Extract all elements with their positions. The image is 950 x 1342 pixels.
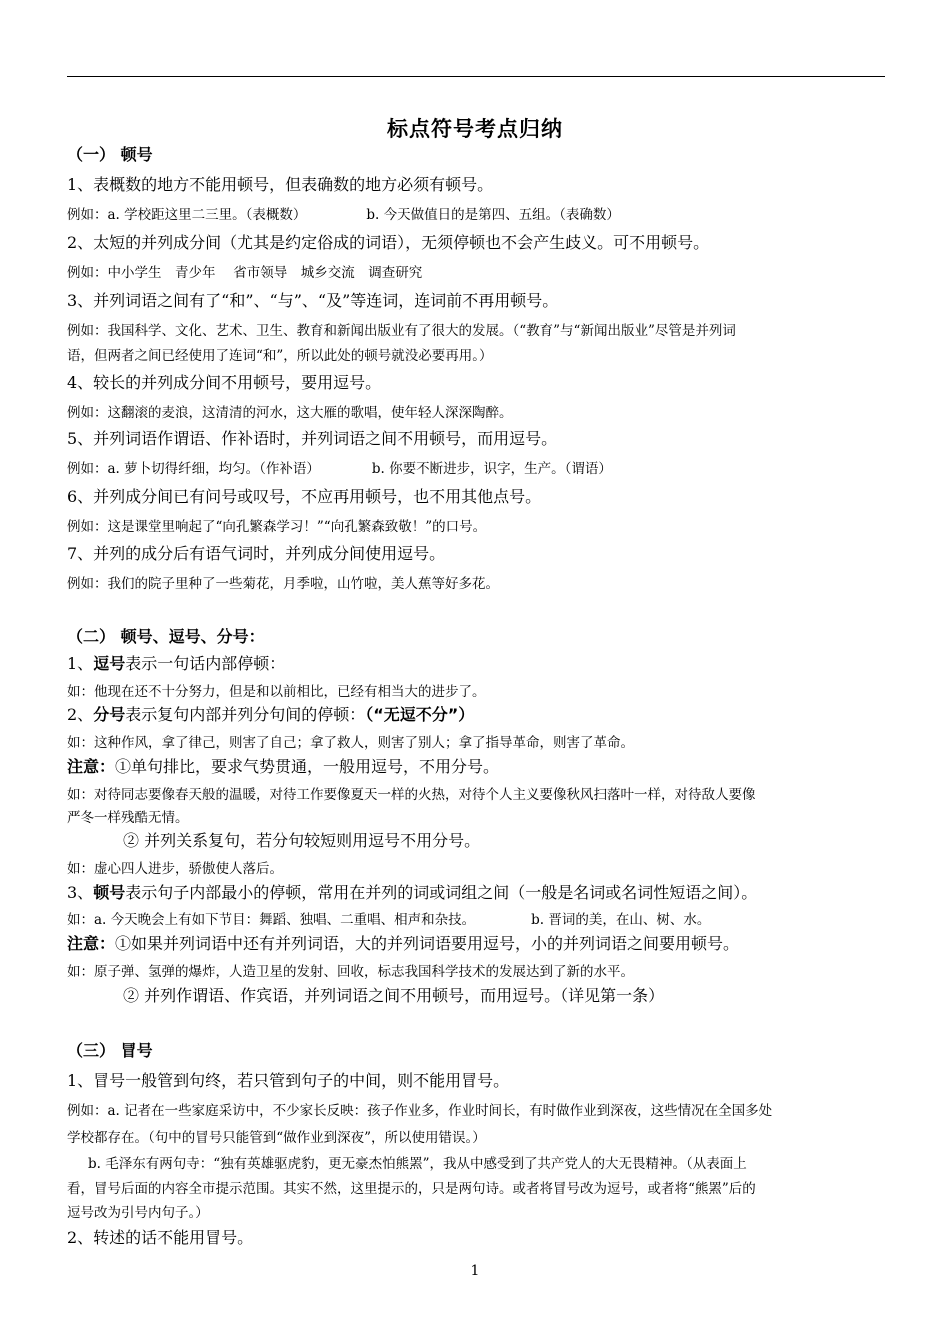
s1-rule-1: 1、表概数的地方不能用顿号，但表确数的地方必须有顿号。 [67, 175, 494, 194]
s2-rule-1 [67, 651, 285, 674]
s2-rule-2-term: 分号 [93, 705, 126, 724]
s3-rule-2: 2、转述的话不能用冒号。 [67, 1228, 254, 1247]
s2-rule-3 [67, 880, 757, 903]
s1-example-5b: b. 你要不断进步，识字，生产。（谓语） [371, 461, 612, 477]
s2-note-2: ② 并列关系复句，若分句较短则用逗号不用分号。 [123, 831, 481, 850]
s1-example-1 [67, 203, 620, 223]
s2-note-3-text: ①如果并列词语中还有并列词语，大的并列词语要用逗号，小的并列词语之间要用顿号。 [115, 934, 740, 953]
s1-example-7: 例如：我们的院子里种了一些菊花，月季啦，山竹啦，美人蕉等好多花。 [67, 576, 499, 592]
s2-rule-3-number: 3、 [67, 883, 94, 902]
s1-rule-4: 4、较长的并列成分间不用顿号，要用逗号。 [67, 373, 382, 392]
s3-example-1b: 学校都存在。（句中的冒号只能管到“做作业到深夜”，所以使用错误。） [67, 1130, 486, 1146]
s2-rule-2-text: 表示复句内部并列分句间的停顿： [125, 705, 366, 724]
s2-example-6: 如：原子弹、氢弹的爆炸，人造卫星的发射、回收，标志我国科学技术的发展达到了新的水平。 [67, 964, 634, 980]
s1-example-1b: b. 今天做值日的是第四、五组。（表确数） [366, 207, 620, 223]
s1-example-1a: 例如：a. 学校距这里二三里。（表概数） [67, 207, 307, 223]
s2-rule-1-text: 表示一句话内部停顿： [125, 654, 286, 673]
s2-example-5a: 如：a. 今天晚会上有如下节目：舞蹈、独唱、二重唱、相声和杂技。 [67, 912, 476, 928]
s1-rule-3: 3、并列词语之间有了“和”、“与”、“及”等连词，连词前不再用顿号。 [67, 291, 559, 310]
s2-example-5 [67, 908, 710, 928]
s1-example-2: 例如：中小学生 青少年 省市领导 城乡交流 调查研究 [67, 265, 423, 281]
s2-note-4: ② 并列作谓语、作宾语，并列词语之间不用顿号，而用逗号。（详见第一条） [123, 986, 665, 1005]
s2-rule-3-text: 表示句子内部最小的停顿，常用在并列的词或词组之间（一般是名词或名词性短语之间）。 [125, 883, 758, 902]
s3-example-2c: 逗号改为引号内句子。） [67, 1205, 209, 1221]
s1-example-3a: 例如：我国科学、文化、艺术、卫生、教育和新闻出版业有了很大的发展。（“教育”与“新闻出版业”尽管是并列词 [67, 323, 736, 339]
s1-example-5a: 例如：a. 萝卜切得纤细，均匀。（作补语） [67, 461, 320, 477]
section-1-heading: （一） 顿号 [67, 145, 153, 164]
s3-example-2a: b. 毛泽东有两句寺：“独有英雄驱虎豹，更无豪杰怕熊罴”，我从中感受到了共产党人的大无畏精神。（从表面上 [88, 1156, 747, 1172]
s2-example-4: 如：虚心四人进步，骄傲使人落后。 [67, 861, 283, 877]
s2-example-3b: 严冬一样残酷无情。 [67, 810, 189, 826]
s3-rule-1: 1、冒号一般管到句终，若只管到句子的中间，则不能用冒号。 [67, 1071, 510, 1090]
page-number: 1 [470, 1263, 480, 1279]
header-rule [67, 76, 885, 77]
s1-rule-6: 6、并列成分间已有问号或叹号，不应再用顿号，也不用其他点号。 [67, 487, 542, 506]
s2-rule-3-term: 顿号 [93, 883, 126, 902]
s2-example-5b: b. 晋词的美，在山、树、水。 [531, 912, 711, 928]
s2-note-1-text: ①单句排比，要求气势贯通，一般用逗号，不用分号。 [115, 757, 500, 776]
s1-rule-5: 5、并列词语作谓语、作补语时，并列词语之间不用顿号，而用逗号。 [67, 429, 558, 448]
s1-rule-7: 7、并列的成分后有语气词时，并列成分间使用逗号。 [67, 544, 446, 563]
page-title: 标点符号考点归纳 [387, 117, 563, 141]
s2-note-3 [67, 931, 739, 954]
s2-rule-2 [67, 702, 474, 725]
section-2-heading: （二） 顿号、逗号、分号： [67, 627, 265, 646]
s1-example-5 [67, 457, 612, 477]
s3-example-2b: 看，冒号后面的内容全市提示范围。其实不然，这里提示的，只是两句诗。或者将冒号改为逗号，或者将“熊罴”后的 [67, 1181, 756, 1197]
s2-note-3-label: 注意： [67, 934, 116, 953]
s2-rule-1-number: 1、 [67, 654, 94, 673]
s2-rule-2-mnemonic: （“无逗不分”） [365, 705, 475, 724]
s2-example-1: 如：他现在还不十分努力，但是和以前相比，已经有相当大的进步了。 [67, 684, 486, 700]
section-3-heading: （三） 冒号 [67, 1041, 153, 1060]
s2-rule-1-term: 逗号 [93, 654, 126, 673]
s2-example-3a: 如：对待同志要像春天般的温暖，对待工作要像夏天一样的火热，对待个人主义要像秋风扫落叶一样，对待敌人要像 [67, 787, 756, 803]
s2-rule-2-number: 2、 [67, 705, 94, 724]
s1-example-6: 例如：这是课堂里响起了“向孔繁森学习！”“向孔繁森致敬！”的口号。 [67, 519, 487, 535]
s2-example-2: 如：这种作风，拿了律己，则害了自己；拿了救人，则害了别人；拿了指导革命，则害了革命。 [67, 735, 634, 751]
s2-note-1-label: 注意： [67, 757, 116, 776]
s1-example-3b: 语，但两者之间已经使用了连词“和”，所以此处的顿号就没必要再用。） [67, 348, 493, 364]
s2-note-1 [67, 754, 499, 777]
s3-example-1a: 例如：a. 记者在一些家庭采访中，不少家长反映：孩子作业多，作业时间长，有时做作业到深夜，这些情况在全国多处 [67, 1103, 773, 1119]
s1-rule-2: 2、太短的并列成分间（尤其是约定俗成的词语），无须停顿也不会产生歧义。可不用顿号。 [67, 233, 710, 252]
s1-example-4: 例如：这翻滚的麦浪，这清清的河水，这大雁的歌唱，使年轻人深深陶醉。 [67, 405, 513, 421]
